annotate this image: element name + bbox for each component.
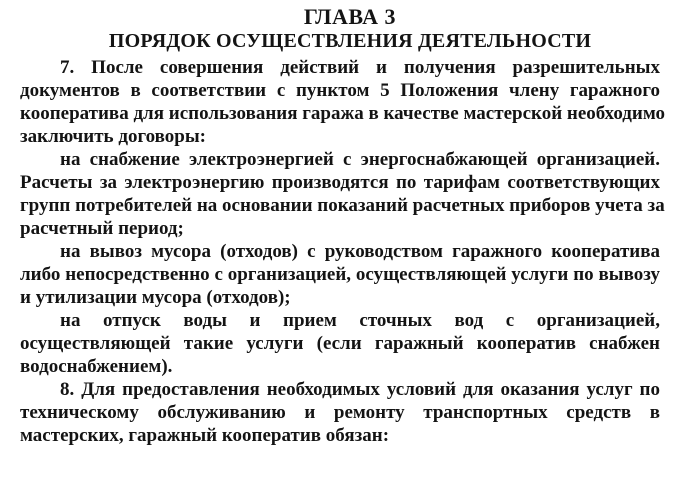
waste-item-line-3: и утилизации мусора (отходов); <box>20 287 291 308</box>
paragraph-7-line-4: заключить договоры: <box>20 126 206 147</box>
waste-item-line-2: либо непосредственно с организацией, осуществляющей услуги по вывозу <box>20 264 660 285</box>
paragraph-8-line-1: 8. Для предоставления необходимых условий для оказания услуг по <box>60 379 660 400</box>
water-item-line-3: водоснабжением). <box>20 356 173 377</box>
water-item-line-1: на отпуск воды и прием сточных вод с организацией, <box>60 310 660 331</box>
electricity-item-line-4: расчетный период; <box>20 218 184 239</box>
paragraph-8-line-2: техническому обслуживанию и ремонту транспортных средств в <box>20 402 660 423</box>
water-item-line-2: осуществляющей такие услуги (если гаражный кооператив снабжен <box>20 333 660 354</box>
paragraph-7-line-2: документов в соответствии с пунктом 5 Положения члену гаражного <box>20 80 660 101</box>
electricity-item-line-3: групп потребителей на основании показаний расчетных приборов учета за <box>20 195 665 216</box>
electricity-item-line-1: на снабжение электроэнергией с энергоснабжающей организацией. <box>60 149 660 170</box>
electricity-item-line-2: Расчеты за электроэнергию производятся по тарифам соответствующих <box>20 172 660 193</box>
paragraph-7-line-1: 7. После совершения действий и получения разрешительных <box>60 57 660 78</box>
chapter-number: ГЛАВА 3 <box>303 4 397 29</box>
waste-item-line-1: на вывоз мусора (отходов) с руководством гаражного кооператива <box>60 241 660 262</box>
paragraph-8-line-3: мастерских, гаражный кооператив обязан: <box>20 425 390 446</box>
chapter-title: ПОРЯДОК ОСУЩЕСТВЛЕНИЯ ДЕЯТЕЛЬНОСТИ <box>108 30 592 52</box>
paragraph-7-line-3: кооператива для использования гаража в качестве мастерской необходимо <box>20 103 666 124</box>
